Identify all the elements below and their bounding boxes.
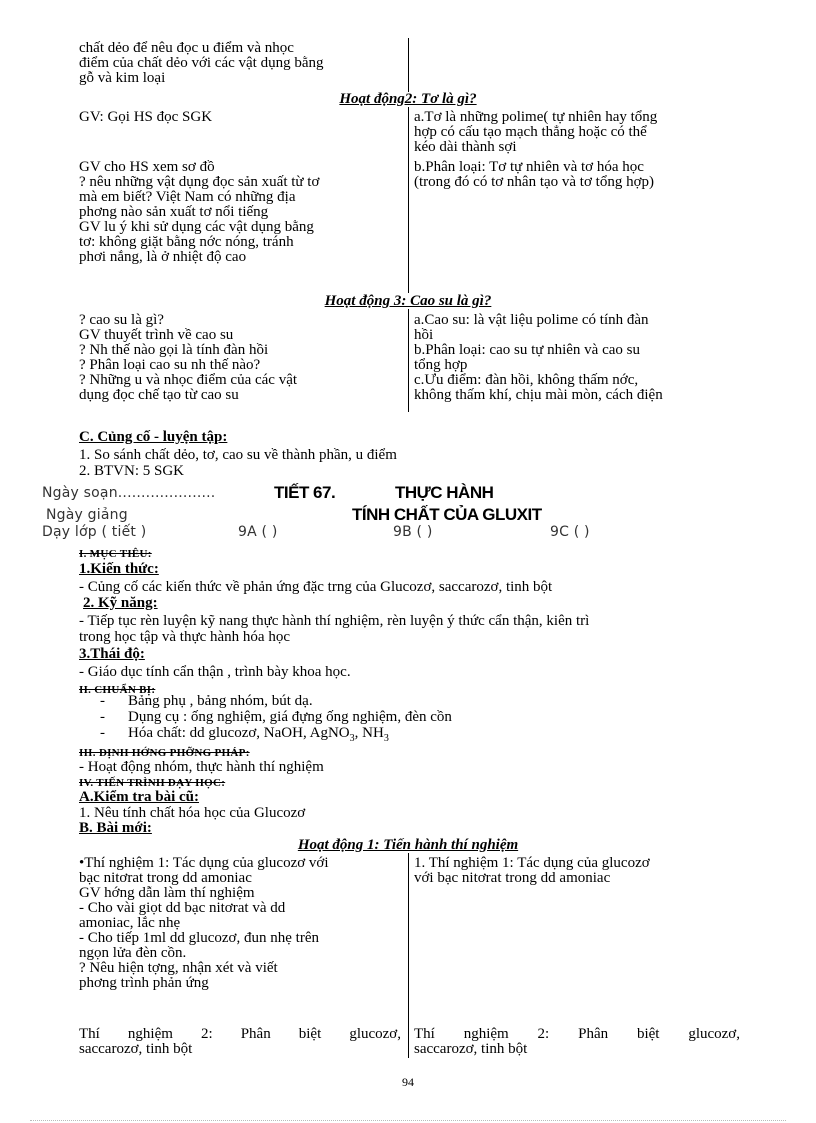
objectives-title: I. MỤC TIÊU: [79,548,152,560]
activity2-left-b [79,160,401,265]
text-line: saccarozơ, tinh bột [414,1041,528,1057]
activity3-heading: Hoạt động 3: Cao su là gì? [324,293,492,309]
list-item-text: Dụng cụ : ống nghiệm, giá đựng ống nghiệm, đèn cồn [128,709,452,725]
chem-prefix: Hóa chất: dd glucozơ, NaOH, AgNO [128,725,350,741]
list-item-text: Bảng phụ , bảng nhóm, bút dạ. [128,693,313,709]
text-line: chất dẻo để nêu đọc u điểm và nhọc [79,40,294,56]
day-lop: Dạy lớp ( tiết ) [42,524,147,540]
text-line: bạc nitơrat trong dd amoniac [79,870,252,886]
consolidation-item: 2. BTVN: 5 SGK [79,463,185,479]
text-line: ? nêu những vật dụng đọc sản xuất từ tơ [79,174,320,190]
attitude-text: - Giáo dục tính cẩn thận , trình bày khoa học. [79,664,351,680]
text-line: hồi [414,327,434,343]
text-line: tổng hợp [414,357,468,373]
skills-text: - Tiếp tục rèn luyện kỹ nang thực hành thí nghiệm, rèn luyện ý thức cẩn thận, kiên trì [79,613,590,629]
text-line: Thí nghiệm 2: Phân biệt glucozơ, [79,1026,401,1042]
text-line: phơi nắng, là ở nhiệt độ cao [79,249,247,265]
table-divider [408,309,409,412]
text-line: phơng trình phản ứng [79,975,209,991]
text-line: 1. Thí nghiệm 1: Tác dụng của glucozơ [414,855,650,871]
chem-mid: , NH [354,725,384,741]
block1-left [79,41,401,86]
text-line: (trong đó có tơ nhân tạo và tơ tổng hợp) [414,174,654,190]
knowledge-text: - Củng cố các kiến thức về phản ứng đặc trng của Glucozơ, saccarozơ, tinh bột [79,579,553,595]
activity1-heading: Hoạt động 1: Tiến hành thí nghiệm [297,837,519,853]
preparation-list [100,694,452,742]
text-line: GV cho HS xem sơ đồ [79,159,215,175]
text-line: saccarozơ, tinh bột [79,1041,193,1057]
subscript: 3 [383,733,389,744]
method-text: - Hoạt động nhóm, thực hành thí nghiệm [79,759,324,775]
old-lesson-title: A.Kiểm tra bài cũ: [79,789,199,805]
text-line: GV lu ý khi sử dụng các vật dụng bằng [79,219,314,235]
list-item: - Bảng phụ , bảng nhóm, bút dạ. [100,693,313,709]
list-item: - Dụng cụ : ống nghiệm, giá đựng ống nghiệm, đèn cồn [100,709,452,725]
consolidation-title: C. Củng cố - luyện tập: [79,429,228,445]
text-line: •Thí nghiệm 1: Tác dụng của glucozơ với [79,855,329,871]
text-line: điểm của chất dẻo với các vật dụng bằng [79,55,324,71]
text-line: GV thuyết trình về cao su [79,327,234,343]
attitude-title: 3.Thái độ: [79,646,145,662]
text-line: GV hớng dẫn làm thí nghiệm [79,885,255,901]
activity2-right-b [414,160,740,190]
text-line: b.Phân loại: Tơ tự nhiên và tơ hóa học [414,159,644,175]
text-line: ngọn lửa đèn cồn. [79,945,187,961]
class-9b: 9B ( ) [393,524,433,540]
method-title: III. ĐỊNH HỚNG PHỠNG PHÁP: [79,747,250,759]
table-divider [408,107,409,293]
activity1-right-exp2 [414,1027,740,1057]
lesson-code: TIẾT 67. [274,483,336,502]
activity2-left-a: GV: Gọi HS đọc SGK [79,109,213,125]
text-line: ? Phân loại cao su nh thế nào? [79,357,261,373]
text-line: - Cho tiếp 1ml dd glucozơ, đun nhẹ trên [79,930,319,946]
text-line: mà em biết? Việt Nam có những địa [79,189,296,205]
text-line: b.Phân loại: cao su tự nhiên và cao su [414,342,640,358]
text-line: hợp có cấu tạo mạch thẳng hoặc có thể [414,124,647,140]
text-line: với bạc nitơrat trong dd amoniac [414,870,611,886]
text-line: không thấm khí, chịu mài mòn, cách điện [414,387,663,403]
text-line: dụng đọc chế tạo từ cao su [79,387,239,403]
activity1-right [414,856,740,886]
text-line: a.Cao su: là vật liệu polime có tính đàn [414,312,649,328]
text-line: amoniac, lắc nhẹ [79,915,181,931]
class-9c: 9C ( ) [550,524,590,540]
text-line: tơ: không giặt bằng nớc nóng, tránh [79,234,294,250]
old-lesson-text: 1. Nêu tính chất hóa học của Glucozơ [79,805,306,821]
skills-text: trong học tập và thực hành hóa học [79,629,290,645]
class-9a: 9A ( ) [238,524,278,540]
process-title: IV. TIẾN TRÌNH DẠY HỌC: [79,777,226,789]
lesson-title: TÍNH CHẤT CỦA GLUXIT [352,505,542,524]
text-line: c.Ưu điểm: đàn hồi, không thấm nớc, [414,372,639,388]
subscript: 3 [349,733,355,744]
preparation-title: II. CHUẨN BỊ: [79,684,156,696]
text-line: ? cao su là gì? [79,312,164,328]
text-line: ? Những u và nhọc điểm của các vật [79,372,298,388]
page-number: 94 [402,1075,414,1089]
consolidation-item: 1. So sánh chất dẻo, tơ, cao su về thành phần, u điểm [79,447,397,463]
activity3-left [79,313,401,403]
footer-divider [30,1120,786,1121]
text-line: a.Tơ là những polime( tự nhiên hay tổng [414,109,658,125]
activity2-right-a [414,110,740,155]
new-lesson-title: B. Bài mới: [79,820,152,836]
text-line: ? Nêu hiện tợng, nhận xét và viết [79,960,278,976]
ngay-giang: Ngày giảng [46,507,128,523]
activity1-left [79,856,401,991]
text-line: kéo dài thành sợi [414,139,517,155]
text-line: phơng nào sản xuất tơ nổi tiếng [79,204,269,220]
table-divider [408,38,409,92]
table-divider [408,853,409,1058]
knowledge-title: 1.Kiến thức: [79,561,159,577]
text-line: Thí nghiệm 2: Phân biệt glucozơ, [414,1026,740,1042]
list-item: - Hóa chất: dd glucozơ, NaOH, AgNO$_3$, $NH_3$ [100,725,389,744]
ngay-soan: Ngày soạn..................... [42,485,216,501]
text-line: - Cho vài giọt dd bạc nitơrat và dd [79,900,286,916]
skills-title: 2. Kỹ năng: [83,595,158,611]
activity3-right [414,313,740,403]
lesson-type: THỰC HÀNH [395,483,494,502]
activity2-heading: Hoạt động2: Tơ là gì? [339,91,477,107]
activity1-left-exp2 [79,1027,401,1057]
text-line: ? Nh thế nào gọi là tính đàn hồi [79,342,269,358]
text-line: gỗ và kim loại [79,70,166,86]
